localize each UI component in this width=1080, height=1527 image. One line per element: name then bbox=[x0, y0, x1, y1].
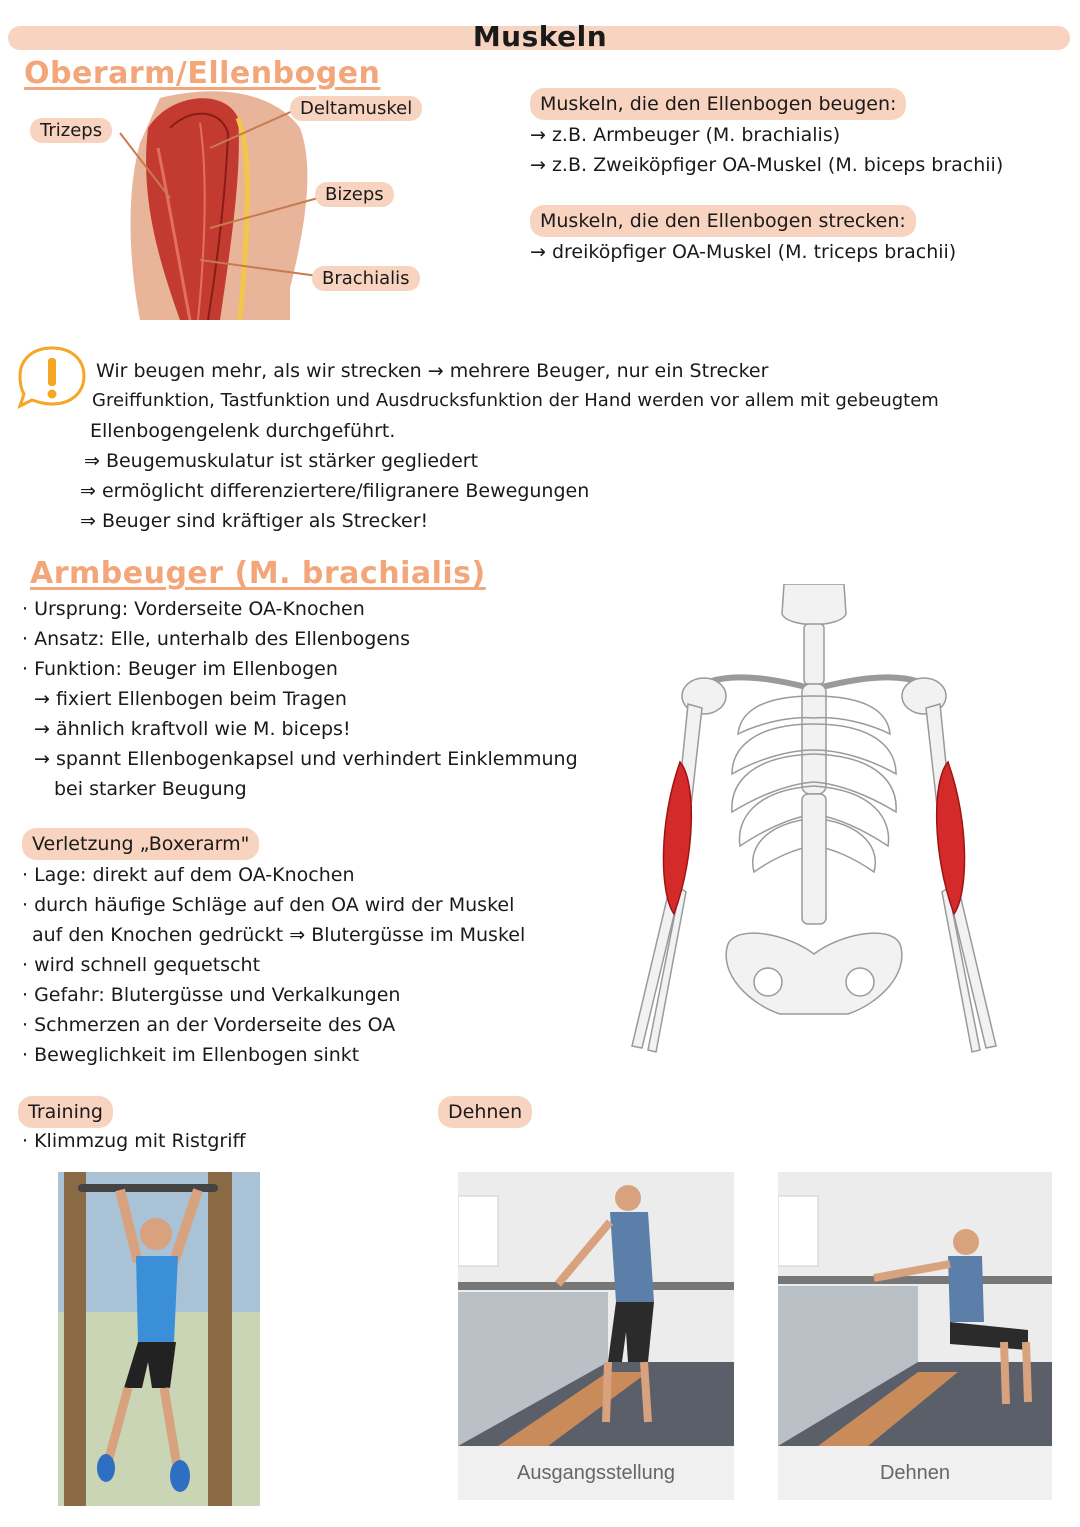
stretch-stretch-figure bbox=[778, 1172, 1052, 1446]
extensors-item: → dreiköpfiger OA-Muskel (M. triceps brachii) bbox=[530, 241, 957, 263]
pelvis bbox=[726, 933, 902, 1014]
injury-line: · Lage: direkt auf dem OA-Knochen bbox=[22, 864, 355, 886]
label-biceps: Bizeps bbox=[315, 182, 394, 207]
caption-stretch: Dehnen bbox=[778, 1446, 1052, 1500]
muscle-left bbox=[663, 762, 691, 914]
skull bbox=[782, 584, 846, 625]
caption-start: Ausgangsstellung bbox=[458, 1446, 734, 1500]
note-line: Greiffunktion, Tastfunktion und Ausdrucksfunktion der Hand werden vor allem mit gebeugtem bbox=[92, 390, 939, 411]
injury-line: auf den Knochen gedrückt ⇒ Blutergüsse im Muskel bbox=[32, 924, 526, 946]
note-line: Wir beugen mehr, als wir strecken → mehrere Beuger, nur ein Strecker bbox=[96, 360, 769, 382]
brachialis-line: bei starker Beugung bbox=[54, 778, 247, 800]
flexors-item: → z.B. Armbeuger (M. brachialis) bbox=[530, 124, 841, 146]
pullup-photo bbox=[58, 1172, 260, 1506]
brachialis-line: · Ursprung: Vorderseite OA-Knochen bbox=[22, 598, 365, 620]
skeleton-illustration bbox=[618, 584, 1010, 1054]
brachialis-line: · Ansatz: Elle, unterhalb des Ellenbogens bbox=[22, 628, 410, 650]
injury-line: · Schmerzen an der Vorderseite des OA bbox=[22, 1014, 396, 1036]
extensors-block bbox=[530, 205, 956, 267]
brachialis-heading: Armbeuger (M. brachialis) bbox=[30, 556, 486, 591]
label-deltoid: Deltamuskel bbox=[290, 96, 422, 121]
brachialis-line: · Funktion: Beuger im Ellenbogen bbox=[22, 658, 338, 680]
injury-line: · durch häufige Schläge auf den OA wird der Muskel bbox=[22, 894, 515, 916]
flexors-block bbox=[530, 88, 1003, 180]
injury-heading: Verletzung „Boxerarm" bbox=[22, 828, 259, 860]
stretch-heading: Dehnen bbox=[438, 1096, 532, 1128]
muscle-right bbox=[937, 762, 965, 914]
brachialis-line: → spannt Ellenbogenkapsel und verhindert Einklemmung bbox=[34, 748, 578, 770]
stretch-photo-stretch bbox=[778, 1172, 1052, 1500]
training-heading: Training bbox=[18, 1096, 113, 1128]
stretch-photo-start bbox=[458, 1172, 734, 1500]
note-line: ⇒ Beuger sind kräftiger als Strecker! bbox=[80, 510, 429, 532]
flexors-heading: Muskeln, die den Ellenbogen beugen: bbox=[530, 88, 906, 120]
training-heading-wrap bbox=[18, 1096, 113, 1128]
stretch-heading-wrap bbox=[438, 1096, 532, 1128]
warning-icon bbox=[16, 344, 88, 410]
extensors-heading: Muskeln, die den Ellenbogen strecken: bbox=[530, 205, 916, 237]
training-item: · Klimmzug mit Ristgriff bbox=[22, 1130, 246, 1152]
brachialis-line: → ähnlich kraftvoll wie M. biceps! bbox=[34, 718, 351, 740]
pullup-figure bbox=[58, 1172, 260, 1506]
note-line: Ellenbogengelenk durchgeführt. bbox=[90, 420, 396, 442]
note-line: ⇒ ermöglicht differenziertere/filigranere Bewegungen bbox=[80, 480, 590, 502]
label-brachialis: Brachialis bbox=[312, 266, 420, 291]
label-triceps: Trizeps bbox=[30, 118, 112, 143]
injury-line: · Gefahr: Blutergüsse und Verkalkungen bbox=[22, 984, 401, 1006]
note-line: ⇒ Beugemuskulatur ist stärker gegliedert bbox=[84, 450, 479, 472]
stretch-start-figure bbox=[458, 1172, 734, 1446]
brachialis-line: → fixiert Ellenbogen beim Tragen bbox=[34, 688, 347, 710]
injury-line: · wird schnell gequetscht bbox=[22, 954, 261, 976]
injury-heading-wrap bbox=[22, 828, 259, 860]
injury-line: · Beweglichkeit im Ellenbogen sinkt bbox=[22, 1044, 360, 1066]
page-title: Muskeln bbox=[472, 20, 608, 53]
flexors-item: → z.B. Zweiköpfiger OA-Muskel (M. biceps brachii) bbox=[530, 154, 1004, 176]
upper-arm-heading: Oberarm/Ellenbogen bbox=[24, 56, 381, 91]
